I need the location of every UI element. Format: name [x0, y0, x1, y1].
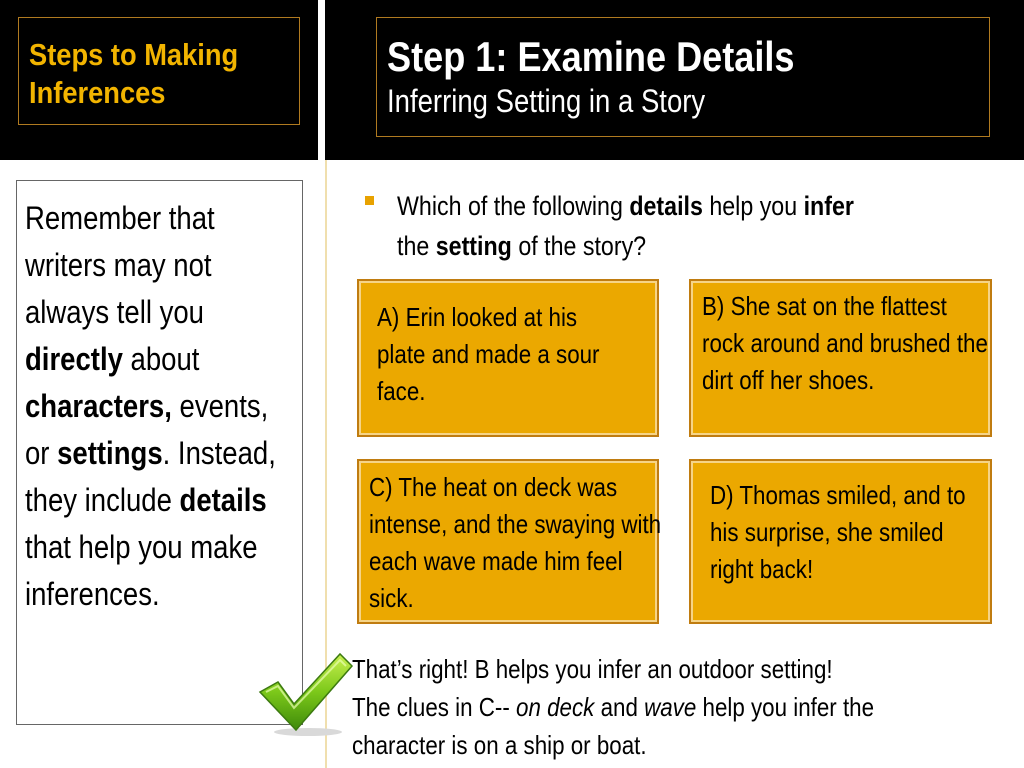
checkmark-icon	[256, 648, 354, 738]
question-text-1: Which of the following	[397, 191, 630, 221]
slide-title-box	[376, 17, 990, 137]
question-bold-setting: setting	[435, 231, 512, 261]
question-text-4: of the story?	[511, 231, 647, 261]
option-d-text: D) Thomas smiled, and to his surprise, she smiled right back!	[710, 480, 966, 584]
answer-line-1: That’s right! B helps you infer an outdoor setting!	[352, 654, 833, 684]
section-title-line-2: Inferences	[29, 75, 166, 110]
option-a-text: A) Erin looked at his plate and made a sour face.	[377, 302, 600, 406]
option-c[interactable]	[357, 459, 662, 624]
answer-italic-wave: wave	[644, 692, 697, 722]
answer-line-3: character is on a ship or boat.	[352, 730, 647, 760]
question-text-3: the	[397, 231, 436, 261]
option-b[interactable]	[689, 279, 992, 437]
reminder-text-1: Remember that writers may not always tell you	[25, 200, 215, 330]
answer-italic-on-deck: on deck	[516, 692, 595, 722]
question-bold-infer: infer	[803, 191, 854, 221]
answer-line-2-text-2: and	[594, 692, 645, 722]
reminder-text-4: . Instead, they include	[25, 435, 276, 518]
header-divider	[318, 0, 325, 160]
option-b-text: B) She sat on the flattest rock around and brushed the dirt off her shoes.	[702, 291, 988, 395]
option-c-text: C) The heat on deck was intense, and the swaying with each wave made him feel sick.	[369, 472, 662, 613]
slide-title: Step 1: Examine Details	[387, 33, 795, 80]
slide-subtitle: Inferring Setting in a Story	[387, 83, 706, 119]
question-text	[397, 186, 999, 266]
section-title-line-1: Steps to Making	[29, 37, 239, 72]
bullet-square-icon	[365, 196, 374, 205]
option-d[interactable]	[689, 459, 992, 624]
reminder-bold-settings: settings	[57, 435, 163, 471]
answer-feedback	[352, 650, 1024, 764]
question	[365, 186, 1005, 266]
reminder-bold-details: details	[179, 482, 267, 518]
reminder-box	[16, 180, 303, 725]
reminder-text-3: events, or	[25, 388, 269, 471]
reminder-text	[25, 195, 300, 618]
reminder-text-5: that help you make inferences.	[25, 529, 258, 612]
question-text-2: help you	[702, 191, 804, 221]
answer-line-2-text-3: help you infer the	[696, 692, 875, 722]
answer-line-2	[352, 688, 954, 726]
reminder-bold-characters: characters,	[25, 388, 172, 424]
reminder-text-2: about	[122, 341, 200, 377]
reminder-bold-directly: directly	[25, 341, 123, 377]
question-bold-details: details	[629, 191, 703, 221]
answer-line-2-text-1: The clues in C--	[352, 692, 517, 722]
section-title-box	[18, 17, 300, 125]
option-a[interactable]	[357, 279, 659, 437]
